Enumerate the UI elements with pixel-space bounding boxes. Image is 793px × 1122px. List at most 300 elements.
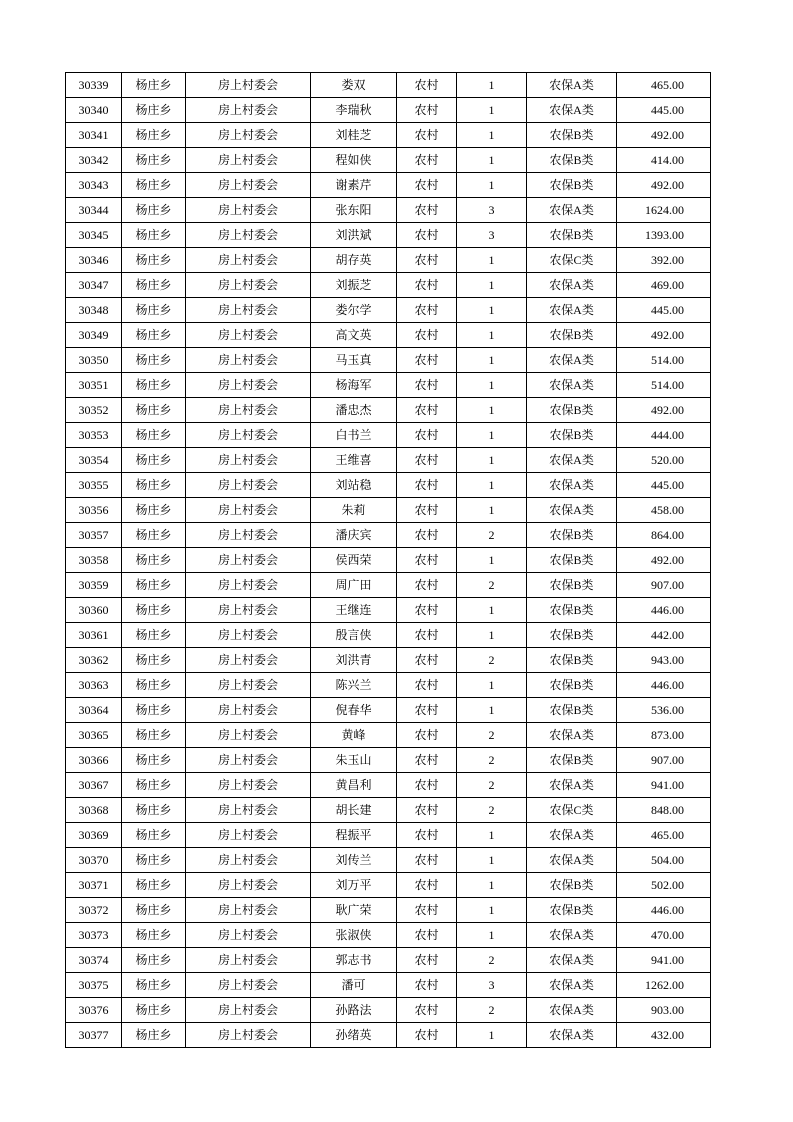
- cell-insurance-category: 农保C类: [527, 798, 617, 823]
- cell-name: 张东阳: [311, 198, 397, 223]
- cell-record-no: 30352: [66, 398, 122, 423]
- cell-record-no: 30340: [66, 98, 122, 123]
- cell-residence-type: 农村: [397, 198, 457, 223]
- cell-insurance-category: 农保B类: [527, 623, 617, 648]
- cell-village-committee: 房上村委会: [186, 748, 311, 773]
- cell-name: 朱莉: [311, 498, 397, 523]
- table-row: [66, 673, 711, 698]
- cell-village-committee: 房上村委会: [186, 298, 311, 323]
- cell-person-count: 1: [457, 373, 527, 398]
- cell-insurance-category: 农保B类: [527, 323, 617, 348]
- cell-village-committee: 房上村委会: [186, 548, 311, 573]
- cell-name: 殷言侠: [311, 623, 397, 648]
- cell-amount: 504.00: [617, 848, 711, 873]
- cell-insurance-category: 农保A类: [527, 473, 617, 498]
- cell-amount: 446.00: [617, 673, 711, 698]
- cell-village-committee: 房上村委会: [186, 273, 311, 298]
- cell-name: 李瑞秋: [311, 98, 397, 123]
- cell-amount: 1393.00: [617, 223, 711, 248]
- table-row: [66, 423, 711, 448]
- cell-name: 胡长建: [311, 798, 397, 823]
- cell-person-count: 1: [457, 548, 527, 573]
- cell-insurance-category: 农保B类: [527, 698, 617, 723]
- cell-residence-type: 农村: [397, 373, 457, 398]
- cell-person-count: 1: [457, 398, 527, 423]
- cell-township: 杨庄乡: [122, 398, 186, 423]
- cell-name: 黄峰: [311, 723, 397, 748]
- cell-record-no: 30368: [66, 798, 122, 823]
- cell-residence-type: 农村: [397, 123, 457, 148]
- cell-village-committee: 房上村委会: [186, 1023, 311, 1048]
- cell-record-no: 30343: [66, 173, 122, 198]
- cell-record-no: 30339: [66, 73, 122, 98]
- cell-residence-type: 农村: [397, 548, 457, 573]
- cell-village-committee: 房上村委会: [186, 448, 311, 473]
- cell-amount: 1624.00: [617, 198, 711, 223]
- cell-village-committee: 房上村委会: [186, 573, 311, 598]
- table-row: [66, 948, 711, 973]
- cell-residence-type: 农村: [397, 1023, 457, 1048]
- table-row: [66, 973, 711, 998]
- cell-record-no: 30377: [66, 1023, 122, 1048]
- cell-amount: 492.00: [617, 548, 711, 573]
- cell-amount: 470.00: [617, 923, 711, 948]
- cell-village-committee: 房上村委会: [186, 198, 311, 223]
- cell-village-committee: 房上村委会: [186, 623, 311, 648]
- table-row: [66, 473, 711, 498]
- table-row: [66, 248, 711, 273]
- cell-village-committee: 房上村委会: [186, 498, 311, 523]
- table-row: [66, 998, 711, 1023]
- cell-name: 高文英: [311, 323, 397, 348]
- cell-insurance-category: 农保B类: [527, 523, 617, 548]
- cell-amount: 907.00: [617, 573, 711, 598]
- table-row: [66, 773, 711, 798]
- table-row: [66, 748, 711, 773]
- cell-insurance-category: 农保B类: [527, 898, 617, 923]
- cell-amount: 492.00: [617, 123, 711, 148]
- cell-township: 杨庄乡: [122, 498, 186, 523]
- cell-name: 黄昌利: [311, 773, 397, 798]
- cell-name: 王维喜: [311, 448, 397, 473]
- cell-insurance-category: 农保A类: [527, 998, 617, 1023]
- cell-village-committee: 房上村委会: [186, 323, 311, 348]
- cell-person-count: 1: [457, 1023, 527, 1048]
- cell-residence-type: 农村: [397, 148, 457, 173]
- cell-residence-type: 农村: [397, 523, 457, 548]
- cell-village-committee: 房上村委会: [186, 348, 311, 373]
- cell-person-count: 2: [457, 723, 527, 748]
- cell-person-count: 1: [457, 123, 527, 148]
- cell-name: 刘站稳: [311, 473, 397, 498]
- cell-residence-type: 农村: [397, 723, 457, 748]
- table-row: [66, 548, 711, 573]
- cell-township: 杨庄乡: [122, 123, 186, 148]
- cell-residence-type: 农村: [397, 573, 457, 598]
- cell-village-committee: 房上村委会: [186, 423, 311, 448]
- cell-name: 孙路法: [311, 998, 397, 1023]
- cell-township: 杨庄乡: [122, 748, 186, 773]
- cell-record-no: 30342: [66, 148, 122, 173]
- cell-person-count: 2: [457, 948, 527, 973]
- cell-township: 杨庄乡: [122, 148, 186, 173]
- cell-record-no: 30344: [66, 198, 122, 223]
- cell-name: 谢素芹: [311, 173, 397, 198]
- cell-insurance-category: 农保B类: [527, 573, 617, 598]
- cell-record-no: 30363: [66, 673, 122, 698]
- table-row: [66, 923, 711, 948]
- cell-record-no: 30355: [66, 473, 122, 498]
- cell-village-committee: 房上村委会: [186, 948, 311, 973]
- cell-amount: 446.00: [617, 898, 711, 923]
- cell-township: 杨庄乡: [122, 798, 186, 823]
- cell-insurance-category: 农保A类: [527, 348, 617, 373]
- cell-residence-type: 农村: [397, 73, 457, 98]
- cell-village-committee: 房上村委会: [186, 873, 311, 898]
- cell-name: 侯西荣: [311, 548, 397, 573]
- cell-name: 刘振芝: [311, 273, 397, 298]
- table-row: [66, 323, 711, 348]
- cell-name: 程如侠: [311, 148, 397, 173]
- cell-village-committee: 房上村委会: [186, 773, 311, 798]
- cell-township: 杨庄乡: [122, 673, 186, 698]
- cell-township: 杨庄乡: [122, 548, 186, 573]
- cell-person-count: 2: [457, 748, 527, 773]
- cell-amount: 492.00: [617, 398, 711, 423]
- cell-insurance-category: 农保A类: [527, 948, 617, 973]
- cell-township: 杨庄乡: [122, 173, 186, 198]
- cell-residence-type: 农村: [397, 773, 457, 798]
- cell-village-committee: 房上村委会: [186, 123, 311, 148]
- table-row: [66, 198, 711, 223]
- cell-record-no: 30360: [66, 598, 122, 623]
- cell-record-no: 30353: [66, 423, 122, 448]
- cell-name: 马玉真: [311, 348, 397, 373]
- cell-name: 朱玉山: [311, 748, 397, 773]
- cell-township: 杨庄乡: [122, 323, 186, 348]
- table-row: [66, 523, 711, 548]
- cell-name: 王继连: [311, 598, 397, 623]
- cell-township: 杨庄乡: [122, 898, 186, 923]
- cell-amount: 445.00: [617, 473, 711, 498]
- cell-name: 娄双: [311, 73, 397, 98]
- cell-insurance-category: 农保B类: [527, 398, 617, 423]
- cell-insurance-category: 农保A类: [527, 273, 617, 298]
- cell-residence-type: 农村: [397, 973, 457, 998]
- cell-village-committee: 房上村委会: [186, 698, 311, 723]
- cell-name: 刘万平: [311, 873, 397, 898]
- cell-residence-type: 农村: [397, 798, 457, 823]
- cell-village-committee: 房上村委会: [186, 823, 311, 848]
- table-row: [66, 73, 711, 98]
- cell-person-count: 1: [457, 673, 527, 698]
- cell-township: 杨庄乡: [122, 648, 186, 673]
- cell-insurance-category: 农保B类: [527, 598, 617, 623]
- cell-record-no: 30366: [66, 748, 122, 773]
- cell-township: 杨庄乡: [122, 198, 186, 223]
- cell-township: 杨庄乡: [122, 848, 186, 873]
- cell-insurance-category: 农保B类: [527, 423, 617, 448]
- cell-township: 杨庄乡: [122, 223, 186, 248]
- table-row: [66, 873, 711, 898]
- cell-person-count: 1: [457, 448, 527, 473]
- cell-name: 程振平: [311, 823, 397, 848]
- cell-township: 杨庄乡: [122, 248, 186, 273]
- table-row: [66, 173, 711, 198]
- cell-insurance-category: 农保B类: [527, 548, 617, 573]
- cell-insurance-category: 农保B类: [527, 173, 617, 198]
- cell-residence-type: 农村: [397, 823, 457, 848]
- table-row: [66, 823, 711, 848]
- cell-record-no: 30350: [66, 348, 122, 373]
- cell-insurance-category: 农保B类: [527, 123, 617, 148]
- cell-name: 周广田: [311, 573, 397, 598]
- cell-person-count: 3: [457, 198, 527, 223]
- cell-record-no: 30371: [66, 873, 122, 898]
- cell-village-committee: 房上村委会: [186, 898, 311, 923]
- cell-insurance-category: 农保B类: [527, 648, 617, 673]
- cell-residence-type: 农村: [397, 673, 457, 698]
- cell-person-count: 1: [457, 598, 527, 623]
- table-row: [66, 798, 711, 823]
- cell-record-no: 30376: [66, 998, 122, 1023]
- cell-record-no: 30354: [66, 448, 122, 473]
- cell-person-count: 1: [457, 623, 527, 648]
- cell-insurance-category: 农保B类: [527, 148, 617, 173]
- cell-residence-type: 农村: [397, 98, 457, 123]
- cell-amount: 465.00: [617, 73, 711, 98]
- cell-township: 杨庄乡: [122, 98, 186, 123]
- table-row: [66, 398, 711, 423]
- cell-insurance-category: 农保A类: [527, 73, 617, 98]
- cell-amount: 444.00: [617, 423, 711, 448]
- cell-residence-type: 农村: [397, 498, 457, 523]
- cell-township: 杨庄乡: [122, 1023, 186, 1048]
- cell-township: 杨庄乡: [122, 723, 186, 748]
- cell-person-count: 1: [457, 823, 527, 848]
- cell-village-committee: 房上村委会: [186, 848, 311, 873]
- cell-amount: 848.00: [617, 798, 711, 823]
- cell-village-committee: 房上村委会: [186, 98, 311, 123]
- cell-name: 刘洪斌: [311, 223, 397, 248]
- cell-name: 娄尔学: [311, 298, 397, 323]
- cell-amount: 941.00: [617, 948, 711, 973]
- table-row: [66, 448, 711, 473]
- cell-village-committee: 房上村委会: [186, 73, 311, 98]
- cell-insurance-category: 农保A类: [527, 973, 617, 998]
- cell-residence-type: 农村: [397, 698, 457, 723]
- cell-record-no: 30375: [66, 973, 122, 998]
- cell-township: 杨庄乡: [122, 998, 186, 1023]
- cell-village-committee: 房上村委会: [186, 148, 311, 173]
- cell-person-count: 1: [457, 98, 527, 123]
- cell-township: 杨庄乡: [122, 298, 186, 323]
- cell-record-no: 30367: [66, 773, 122, 798]
- cell-village-committee: 房上村委会: [186, 598, 311, 623]
- cell-person-count: 1: [457, 273, 527, 298]
- cell-amount: 442.00: [617, 623, 711, 648]
- cell-village-committee: 房上村委会: [186, 723, 311, 748]
- cell-insurance-category: 农保A类: [527, 773, 617, 798]
- cell-person-count: 1: [457, 498, 527, 523]
- cell-residence-type: 农村: [397, 223, 457, 248]
- cell-insurance-category: 农保A类: [527, 823, 617, 848]
- cell-person-count: 1: [457, 898, 527, 923]
- cell-residence-type: 农村: [397, 273, 457, 298]
- cell-township: 杨庄乡: [122, 923, 186, 948]
- cell-person-count: 1: [457, 248, 527, 273]
- cell-amount: 445.00: [617, 98, 711, 123]
- cell-name: 倪春华: [311, 698, 397, 723]
- cell-name: 孙绪英: [311, 1023, 397, 1048]
- cell-record-no: 30348: [66, 298, 122, 323]
- cell-record-no: 30341: [66, 123, 122, 148]
- table-row: [66, 273, 711, 298]
- table-row: [66, 123, 711, 148]
- cell-township: 杨庄乡: [122, 448, 186, 473]
- cell-person-count: 2: [457, 573, 527, 598]
- cell-person-count: 1: [457, 923, 527, 948]
- cell-person-count: 1: [457, 148, 527, 173]
- cell-residence-type: 农村: [397, 873, 457, 898]
- cell-person-count: 2: [457, 773, 527, 798]
- cell-village-committee: 房上村委会: [186, 798, 311, 823]
- cell-person-count: 2: [457, 523, 527, 548]
- cell-record-no: 30370: [66, 848, 122, 873]
- cell-amount: 864.00: [617, 523, 711, 548]
- records-table: [65, 72, 711, 1048]
- cell-township: 杨庄乡: [122, 523, 186, 548]
- cell-village-committee: 房上村委会: [186, 673, 311, 698]
- table-row: [66, 723, 711, 748]
- cell-township: 杨庄乡: [122, 598, 186, 623]
- cell-name: 陈兴兰: [311, 673, 397, 698]
- table-row: [66, 648, 711, 673]
- cell-person-count: 1: [457, 173, 527, 198]
- cell-township: 杨庄乡: [122, 773, 186, 798]
- table-row: [66, 498, 711, 523]
- cell-amount: 492.00: [617, 323, 711, 348]
- cell-village-committee: 房上村委会: [186, 373, 311, 398]
- cell-township: 杨庄乡: [122, 423, 186, 448]
- cell-insurance-category: 农保B类: [527, 223, 617, 248]
- cell-person-count: 1: [457, 848, 527, 873]
- table-row: [66, 598, 711, 623]
- records-table-body: [66, 73, 711, 1048]
- cell-amount: 432.00: [617, 1023, 711, 1048]
- table-row: [66, 898, 711, 923]
- cell-name: 刘洪青: [311, 648, 397, 673]
- cell-record-no: 30372: [66, 898, 122, 923]
- cell-record-no: 30347: [66, 273, 122, 298]
- cell-amount: 492.00: [617, 173, 711, 198]
- cell-township: 杨庄乡: [122, 948, 186, 973]
- cell-township: 杨庄乡: [122, 623, 186, 648]
- cell-insurance-category: 农保A类: [527, 373, 617, 398]
- cell-village-committee: 房上村委会: [186, 248, 311, 273]
- cell-township: 杨庄乡: [122, 823, 186, 848]
- cell-name: 胡存英: [311, 248, 397, 273]
- cell-record-no: 30369: [66, 823, 122, 848]
- cell-record-no: 30364: [66, 698, 122, 723]
- cell-insurance-category: 农保A类: [527, 448, 617, 473]
- cell-insurance-category: 农保B类: [527, 873, 617, 898]
- cell-insurance-category: 农保A类: [527, 923, 617, 948]
- cell-residence-type: 农村: [397, 748, 457, 773]
- cell-insurance-category: 农保B类: [527, 673, 617, 698]
- cell-record-no: 30351: [66, 373, 122, 398]
- cell-amount: 536.00: [617, 698, 711, 723]
- cell-amount: 445.00: [617, 298, 711, 323]
- cell-name: 潘庆宾: [311, 523, 397, 548]
- cell-record-no: 30365: [66, 723, 122, 748]
- cell-name: 郭志书: [311, 948, 397, 973]
- table-row: [66, 1023, 711, 1048]
- cell-village-committee: 房上村委会: [186, 923, 311, 948]
- cell-township: 杨庄乡: [122, 373, 186, 398]
- cell-residence-type: 农村: [397, 598, 457, 623]
- cell-record-no: 30345: [66, 223, 122, 248]
- cell-residence-type: 农村: [397, 623, 457, 648]
- cell-record-no: 30349: [66, 323, 122, 348]
- cell-amount: 1262.00: [617, 973, 711, 998]
- cell-insurance-category: 农保B类: [527, 748, 617, 773]
- cell-residence-type: 农村: [397, 248, 457, 273]
- cell-name: 潘忠杰: [311, 398, 397, 423]
- cell-amount: 414.00: [617, 148, 711, 173]
- cell-insurance-category: 农保C类: [527, 248, 617, 273]
- table-row: [66, 573, 711, 598]
- cell-residence-type: 农村: [397, 323, 457, 348]
- cell-record-no: 30373: [66, 923, 122, 948]
- table-row: [66, 373, 711, 398]
- cell-township: 杨庄乡: [122, 573, 186, 598]
- cell-residence-type: 农村: [397, 923, 457, 948]
- cell-person-count: 2: [457, 998, 527, 1023]
- cell-person-count: 3: [457, 223, 527, 248]
- cell-insurance-category: 农保A类: [527, 1023, 617, 1048]
- cell-record-no: 30346: [66, 248, 122, 273]
- cell-township: 杨庄乡: [122, 698, 186, 723]
- cell-name: 白书兰: [311, 423, 397, 448]
- cell-residence-type: 农村: [397, 473, 457, 498]
- cell-record-no: 30374: [66, 948, 122, 973]
- cell-township: 杨庄乡: [122, 73, 186, 98]
- cell-person-count: 3: [457, 973, 527, 998]
- cell-amount: 469.00: [617, 273, 711, 298]
- cell-amount: 446.00: [617, 598, 711, 623]
- cell-village-committee: 房上村委会: [186, 473, 311, 498]
- cell-amount: 873.00: [617, 723, 711, 748]
- cell-residence-type: 农村: [397, 173, 457, 198]
- cell-residence-type: 农村: [397, 848, 457, 873]
- cell-person-count: 1: [457, 73, 527, 98]
- cell-residence-type: 农村: [397, 648, 457, 673]
- cell-insurance-category: 农保A类: [527, 498, 617, 523]
- cell-person-count: 2: [457, 648, 527, 673]
- cell-residence-type: 农村: [397, 448, 457, 473]
- cell-township: 杨庄乡: [122, 873, 186, 898]
- cell-amount: 943.00: [617, 648, 711, 673]
- cell-township: 杨庄乡: [122, 348, 186, 373]
- cell-record-no: 30361: [66, 623, 122, 648]
- cell-residence-type: 农村: [397, 898, 457, 923]
- cell-insurance-category: 农保A类: [527, 198, 617, 223]
- cell-amount: 520.00: [617, 448, 711, 473]
- table-row: [66, 848, 711, 873]
- cell-residence-type: 农村: [397, 998, 457, 1023]
- cell-residence-type: 农村: [397, 948, 457, 973]
